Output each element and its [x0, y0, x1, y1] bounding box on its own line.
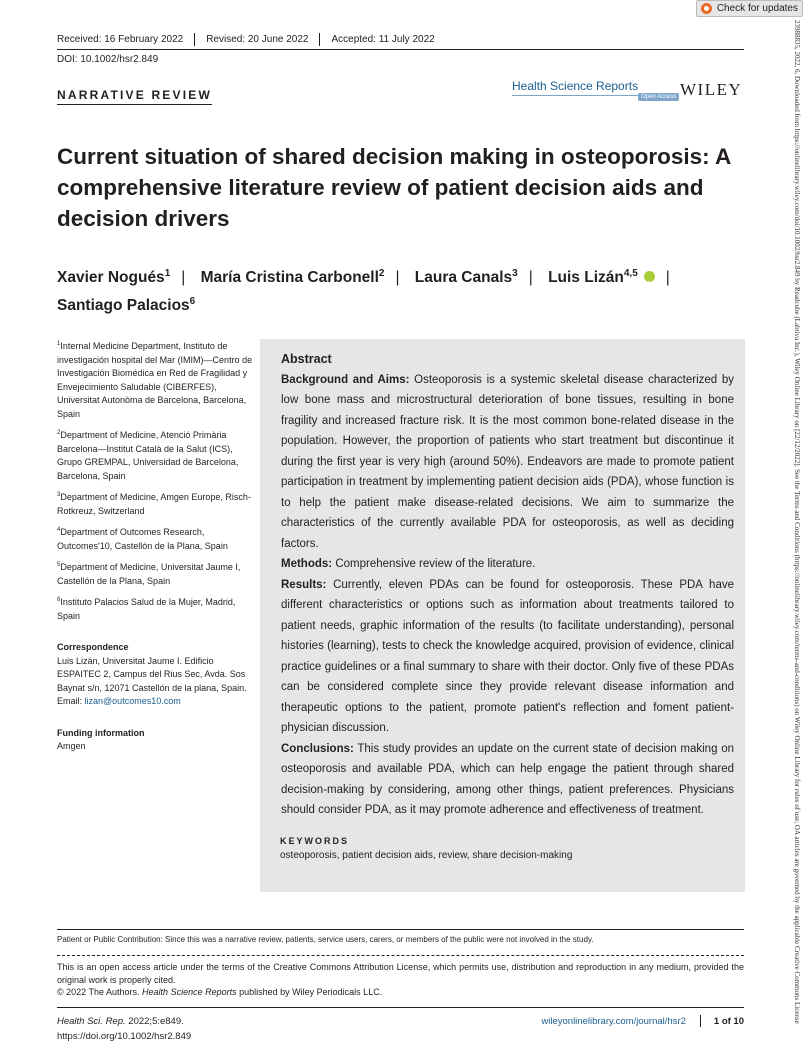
author-list: Xavier Nogués$^1$ | María Cristina Carbonell$^2$ | Laura Canals$^3$ | Luis Lizán$^{4,5}$iD | Santiago Palacios$^6$: [57, 262, 747, 318]
license-text: This is an open access article under the terms of the Creative Commons Attribution License, which permits use, distribution and reproduction in any medium, provided the original work is properly cited.: [57, 962, 744, 985]
abstract-content: [281, 349, 734, 865]
footer-dashed-rule: [57, 955, 744, 956]
abstract-methods: Methods: Comprehensive review of the literature.: [281, 558, 536, 570]
citation-doi[interactable]: https://doi.org/10.1002/hsr2.849: [57, 1031, 192, 1042]
author[interactable]: María Cristina Carbonell$^2$: [200, 268, 385, 287]
affiliation: $^6$Instituto Palacios Salud de la Mujer, Madrid, Spain: [57, 597, 236, 621]
abstract-conclusions: Conclusions: This study provides an update on the current state of decision making on osteoporosis and available PDA, which can help engage the patient through shared decision-making by considering, among other things, patient preferences. Physicians should consider PDA, as it may promote adherence and effectiveness of treatment.: [281, 742, 734, 816]
affiliation: $^5$Department of Medicine, Universitat Jaume I, Castellón de la Plana, Spain: [57, 562, 241, 586]
keywords: osteoporosis, patient decision aids, review, share decision-making: [280, 849, 573, 861]
journal-name: Health Science Reports: [512, 79, 639, 93]
journal-underline: [512, 95, 638, 96]
article-title: Current situation of shared decision making in osteoporosis: A comprehensive literature review of patient decision aids and decision drivers: [57, 144, 731, 231]
citation: Health Sci. Rep. 2022;5:e849. https://doi.org/10.1002/hsr2.849: [57, 1016, 192, 1042]
divider: [319, 33, 320, 46]
affiliation: $^1$Internal Medicine Department, Instituto de investigación hospital del Mar (IMIM)—Centro de Investigación Biomédica en Red de Fragilidad y Envejecimiento Saludable (CIBERFES), Universitat Autonòma de Barcelona, Barcelona, Spain: [57, 341, 253, 419]
author[interactable]: Xavier Nogués$^1$: [57, 268, 171, 287]
bottom-rule: [57, 1007, 744, 1008]
journal-url-link[interactable]: wileyonlinelibrary.com/journal/hsr2: [541, 1015, 686, 1027]
download-sidebar-text: 23988835, 2022, 6, Downloaded from https://onlinelibrary.wiley.com/doi/10.1002/hsr2.849 by Readcube (Labtiva Inc.), Wiley Online Library on [22/12/2022]. See the Terms and Conditions (https://onlinelibrary.wiley.com/terms-and-conditions) on Wiley Online Library for rules of use; OA articles are governed by the applicable Creative Commons License: [793, 20, 801, 1024]
affiliation: $^2$Department of Medicine, Atenció Primària Barcelona—Institut Català de la Salut (ICS), Grupo GREMPAL, Universidad de Barcelona, Barcelona, Spain: [57, 430, 239, 481]
crossmark-icon: [701, 3, 712, 14]
page-number: 1 of 10: [713, 1015, 744, 1027]
download-sidebar: [789, 20, 803, 1055]
publisher-logo: WILEY: [680, 80, 743, 99]
copyright: © 2022 The Authors. Health Science Reports published by Wiley Periodicals LLC.: [57, 987, 383, 997]
funding-text: Amgen: [57, 741, 86, 751]
license-block: [57, 961, 744, 999]
doi: DOI: 10.1002/hsr2.849: [57, 54, 159, 65]
funding-label: Funding information: [57, 727, 145, 738]
author[interactable]: Santiago Palacios$^6$: [57, 296, 196, 315]
abstract-box: [260, 339, 745, 892]
divider: [194, 33, 195, 46]
affiliations-column: [57, 338, 257, 754]
footer-rule: [57, 929, 744, 930]
correspondence-email: Email: lizan@outcomes10.com: [57, 696, 181, 706]
abstract-results: Results: Currently, eleven PDAs can be found for osteoporosis. These PDA have different characteristics or options such as information about treatments tailored to patient needs, graphic information of the results (to facilitate understanding), personal histories (learning), tests to check the knowledge acquired, provision of evidence, clinical practice guidelines or a final summary to share with their doctor. Only five of these PDAs can be considered complete since they provide relevant disease information and therapeutic options to the patient, promote patient's reflection and foment patient-physician discussion.: [281, 578, 734, 734]
divider: [700, 1015, 701, 1027]
page-footer-right: [541, 1015, 744, 1027]
correspondence-address: Luis Lizán, Universitat Jaume I. Edificio ESPAITEC 2, Campus del Rius Sec, Avda. Sos Baynat s/n, 12071 Castellón de la plana, Spain.: [57, 655, 247, 693]
accepted-date: Accepted: 11 July 2022: [331, 34, 435, 45]
abstract-background: Background and Aims: Osteoporosis is a systemic skeletal disease characterized by low bone mass and microstructural deterioration of bone tissues, resulting in bone fragility and increased fracture risk. It is the most common bone-related disease in the population. However, the proportion of patients who start treatment but discontinue it during the first year is very high (around 50%). Endeavors are made to promote patient participation in treatment by implementing patient decision aids (PDA), whose function is to help the patient make disease-related decisions. We aim to summarize the characteristics of the currently available PDA for osteoporosis, as well as deciding factors.: [281, 373, 734, 550]
abstract-heading: Abstract: [281, 352, 332, 366]
open-access-badge: Open Access: [638, 93, 679, 101]
revised-date: Revised: 20 June 2022: [206, 34, 309, 45]
ppi-statement: Patient or Public Contribution: Since this was a narrative review, patients, service users, carers, or members of the public were not involved in the study.: [57, 935, 594, 944]
author[interactable]: Luis Lizán$^{4,5}$: [548, 268, 638, 287]
section-rule: [57, 104, 212, 105]
email-link[interactable]: lizan@outcomes10.com: [84, 696, 181, 706]
correspondence-label: Correspondence: [57, 642, 129, 652]
check-for-updates-label: Check for updates: [716, 3, 798, 14]
header-rule: [57, 49, 744, 50]
received-date: Received: 16 February 2022: [57, 34, 184, 45]
article-dates: [57, 33, 435, 46]
keywords-label: KEYWORDS: [280, 835, 350, 846]
affiliation: $^4$Department of Outcomes Research, Outcomes'10, Castellón de la Plana, Spain: [57, 527, 228, 551]
affiliation: $^3$Department of Medicine, Amgen Europe, Risch-Rotkreuz, Switzerland: [57, 492, 251, 516]
section-label: NARRATIVE REVIEW: [57, 88, 212, 102]
check-for-updates-button[interactable]: [696, 0, 803, 17]
author[interactable]: Laura Canals$^3$: [414, 268, 518, 287]
orcid-icon[interactable]: [644, 271, 655, 282]
